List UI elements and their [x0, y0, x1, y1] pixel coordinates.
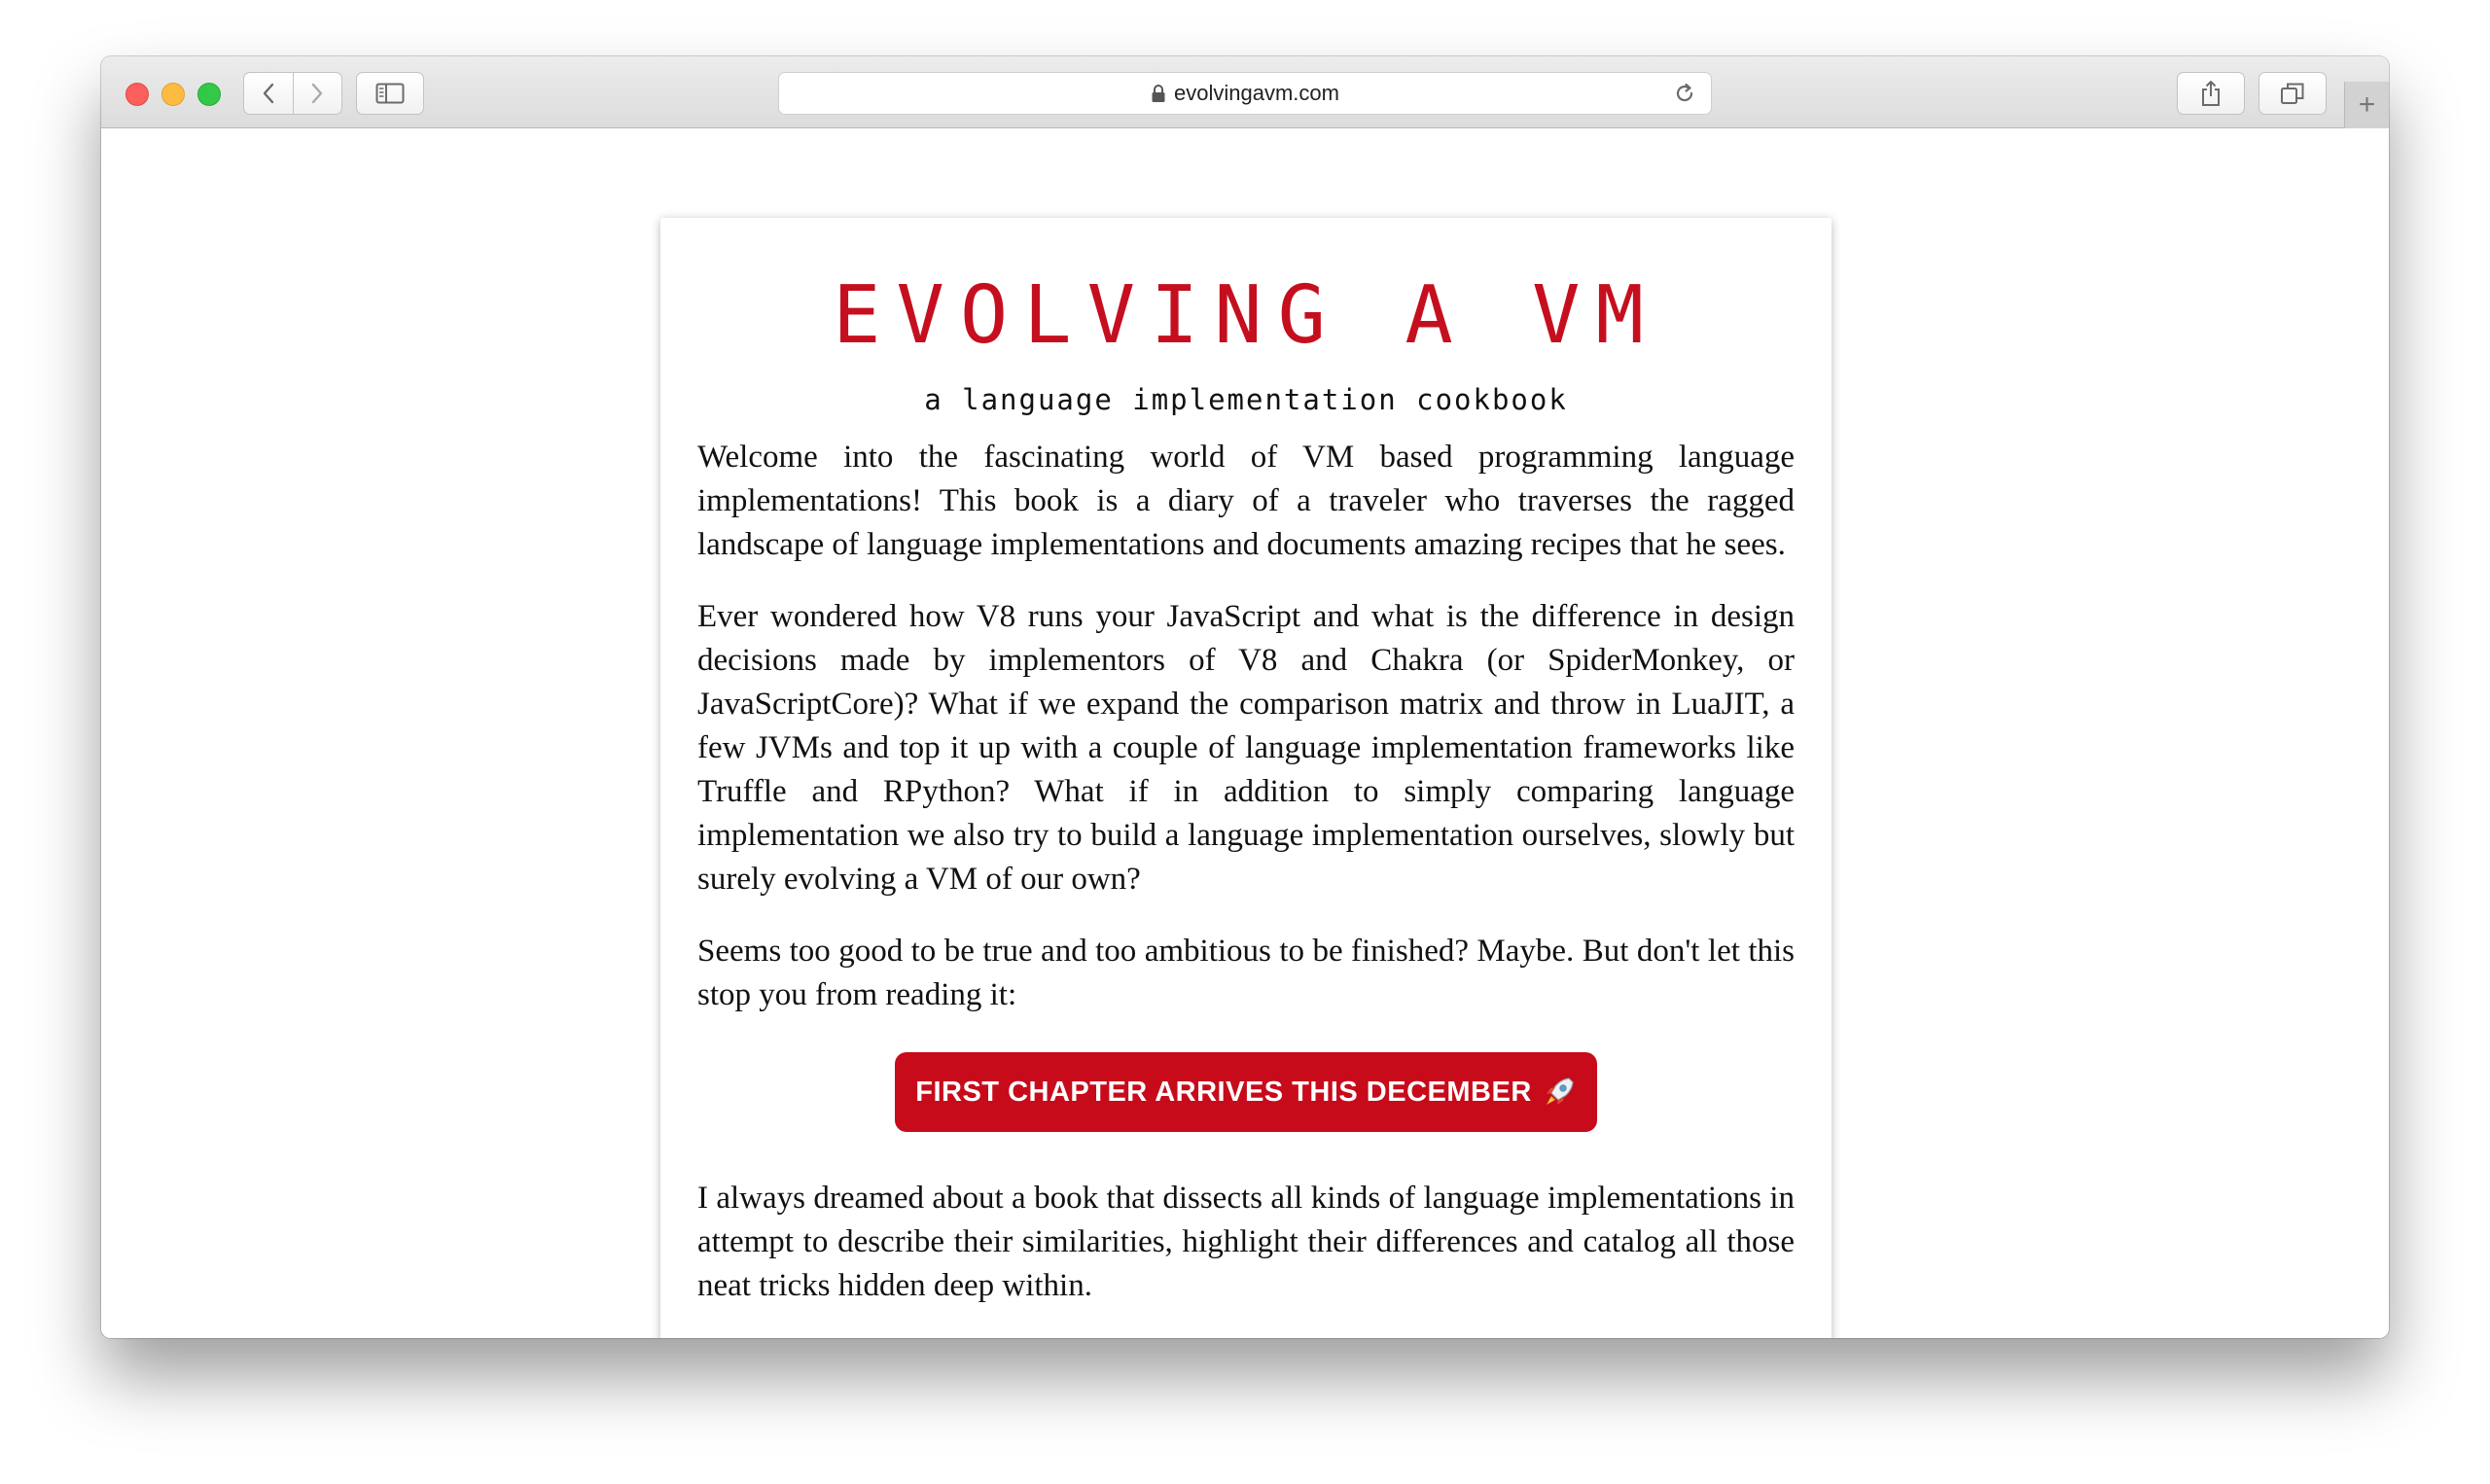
chevron-left-icon — [262, 82, 275, 105]
browser-toolbar — [101, 56, 2389, 128]
first-chapter-button[interactable] — [895, 1052, 1597, 1132]
page-viewport — [101, 128, 2389, 1338]
share-icon — [2200, 80, 2222, 107]
address-bar[interactable] — [778, 72, 1712, 115]
new-tab-button[interactable]: + — [2344, 82, 2389, 128]
url-text: evolvingavm.com — [1174, 81, 1339, 105]
sidebar-icon — [375, 83, 405, 104]
cta-label: FIRST CHAPTER ARRIVES THIS DECEMBER — [915, 1076, 1532, 1108]
page-subtitle: a language implementation cookbook — [924, 383, 1568, 416]
close-window-button[interactable] — [125, 83, 149, 106]
forward-button[interactable] — [293, 73, 341, 114]
reload-icon[interactable] — [1672, 81, 1697, 112]
back-button[interactable] — [244, 73, 293, 114]
dream-paragraph: I always dreamed about a book that dissects all kinds of language implementations in attempt to describe their similarities, highlight their differences and catalog all those neat tricks hidden deep within. — [697, 1181, 1795, 1303]
comparison-paragraph: Ever wondered how V8 runs your JavaScript and what is the difference in design decisions made by implementors of V8 and Chakra (or SpiderMonkey, or JavaScriptCore)? What if we expand the comparison matrix and throw in LuaJIT, a few JVMs and top it up with a couple of language implementation frameworks like Truffle and RPython? What if in addition to simply comparing language implementation we also try to build a language implementation ourselves, slowly but surely evolving a VM of our own? — [697, 599, 1795, 897]
teaser-paragraph: Seems too good to be true and too ambitious to be finished? Maybe. But don't let this stop you from reading it: — [697, 934, 1795, 1012]
navigation-buttons — [243, 72, 342, 115]
share-button[interactable] — [2177, 72, 2245, 115]
intro-paragraph: Welcome into the fascinating world of VM based programming language implementations! This book is a diary of a traveler who traverses the ragged landscape of language implementations and documents amazing recipes that he sees. — [697, 440, 1795, 562]
page-title: EVOLVING A VM — [833, 269, 1659, 362]
show-all-tabs-button[interactable] — [2259, 72, 2327, 115]
sidebar-toggle-button[interactable] — [356, 72, 424, 115]
maximize-window-button[interactable] — [197, 83, 221, 106]
minimize-window-button[interactable] — [161, 83, 185, 106]
cta-container — [697, 1052, 1795, 1132]
rocket-icon — [1542, 1075, 1577, 1110]
content-card — [660, 218, 1832, 1338]
lock-icon — [1151, 84, 1166, 103]
chevron-right-icon — [310, 82, 324, 105]
tabs-icon — [2280, 82, 2305, 105]
browser-window — [101, 56, 2389, 1338]
